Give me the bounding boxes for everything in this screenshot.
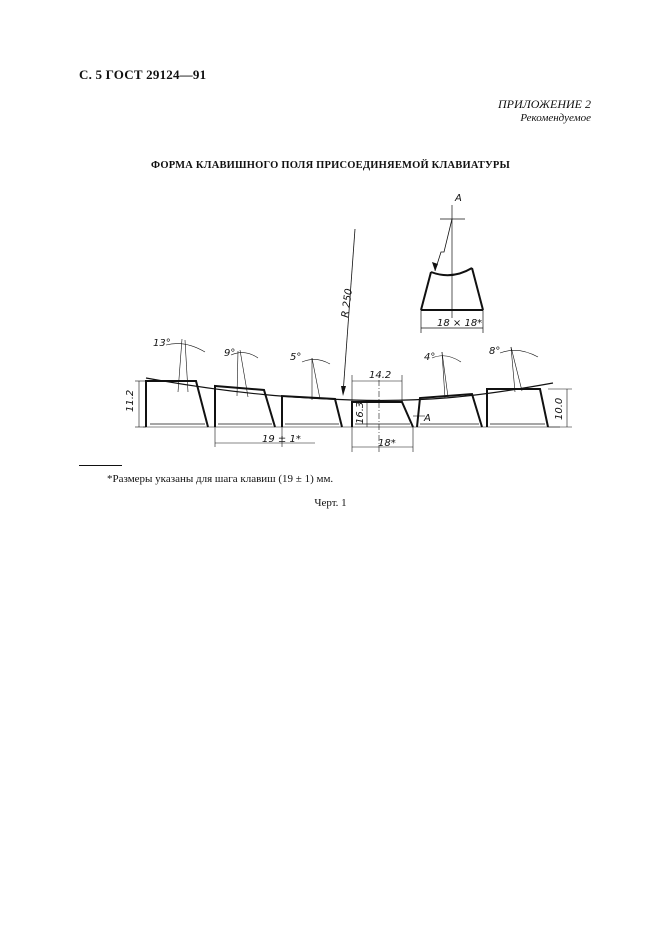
- key-top-width-label: 14.2: [369, 370, 392, 381]
- height-left-label: 11.2: [125, 389, 136, 412]
- document-title: ФОРМА КЛАВИШНОГО ПОЛЯ ПРИСОЕДИНЯЕМОЙ КЛАВИАТУРЫ: [151, 160, 510, 171]
- figure-caption: Черт. 1: [314, 497, 347, 509]
- key-height-label: 16.3: [355, 401, 366, 424]
- view-a-label: А: [455, 193, 462, 204]
- angle-label-5: 5°: [290, 352, 302, 363]
- keyboard-profile-drawing: [0, 0, 661, 460]
- footnote: *Размеры указаны для шага клавиш (19 ± 1) мм.: [107, 473, 334, 485]
- page-header: С. 5 ГОСТ 29124—91: [79, 67, 207, 82]
- section-mark-label: А: [424, 413, 431, 424]
- key-base-label: 18*: [378, 438, 396, 449]
- angle-label-13: 13°: [153, 338, 171, 349]
- appendix-subtitle: Рекомендуемое: [520, 112, 591, 124]
- radius-label: R 250: [340, 287, 356, 319]
- appendix-title: ПРИЛОЖЕНИЕ 2: [498, 97, 591, 111]
- detail-view-a: [421, 205, 483, 333]
- footnote-rule: [79, 465, 122, 466]
- angle-label-8: 8°: [489, 346, 501, 357]
- angle-label-9: 9°: [224, 348, 236, 359]
- angle-label-4: 4°: [424, 352, 436, 363]
- height-right-label: 10.0: [554, 397, 565, 420]
- pitch-label: 19 ± 1*: [262, 434, 301, 445]
- view-size-label: 18 × 18*: [437, 318, 483, 329]
